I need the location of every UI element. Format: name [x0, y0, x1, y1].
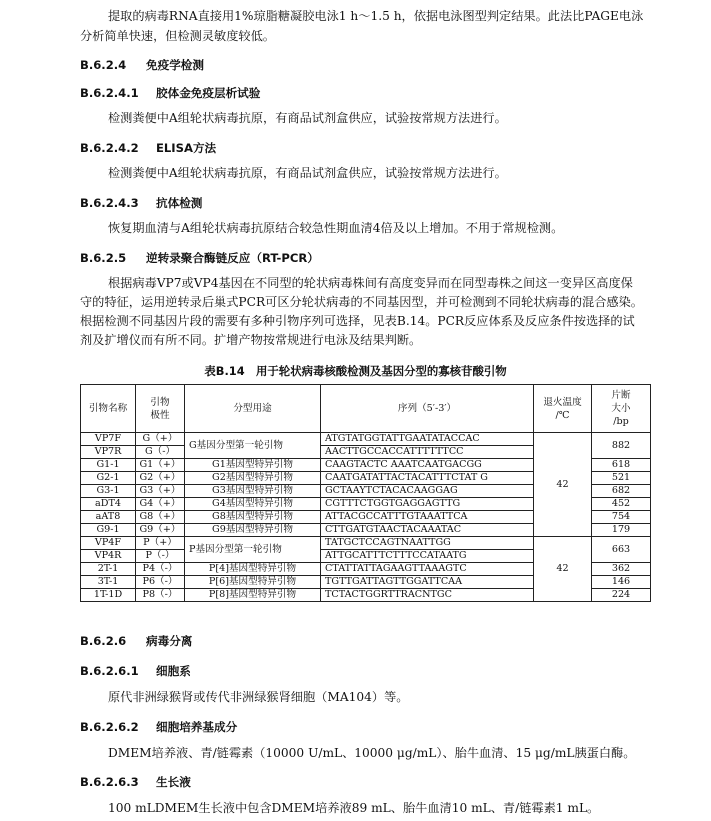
intro-line-1: 提取的病毒RNA直接用1%琼脂糖凝胶电泳1 h～1.5 h，依据电泳图型判定结果。此法比PAGE电泳 — [108, 9, 644, 23]
heading-title: 细胞培养基成分 — [156, 720, 238, 734]
primer-name-cell: VP7R — [81, 446, 136, 459]
header-sequence: 序列（5′-3′） — [321, 385, 534, 433]
paragraph-b6263: 100 mLDMEM生长液中包含DMEM培养液89 mL、胎牛血清10 mL、青/链霉素1 mL。 — [108, 801, 600, 815]
heading-title: 病毒分离 — [146, 634, 193, 648]
table-caption: 表B.14 用于轮状病毒核酸检测及基因分型的寡核苷酸引物 — [204, 364, 507, 378]
heading-number: B.6.2.4.1 — [80, 86, 139, 100]
sequence-cell: AACTTGCCACCATTTTTTCC — [321, 446, 534, 459]
annealing-temp-cell: 42 — [534, 433, 592, 537]
polarity-cell: G9（+） — [136, 524, 185, 537]
sequence-cell: CAATGATATTACTACATTTCTAT G — [321, 472, 534, 485]
polarity-cell: P（-） — [136, 550, 185, 563]
polarity-cell: P（+） — [136, 537, 185, 550]
typing-use-cell: G2基因型特异引物 — [185, 472, 321, 485]
heading-title: 生长液 — [156, 775, 191, 789]
table-row — [81, 537, 651, 550]
table-row — [81, 433, 651, 446]
heading-b624 — [80, 57, 204, 73]
fragment-size-cell: 362 — [592, 563, 651, 576]
heading-title: 细胞系 — [156, 664, 191, 678]
sequence-cell: TGTTGATTAGTTGGATTCAA — [321, 576, 534, 589]
heading-title: 逆转录聚合酶链反应（RT-PCR） — [146, 251, 319, 265]
heading-b626 — [80, 633, 192, 649]
primer-name-cell: G2-1 — [81, 472, 136, 485]
annealing-temp-cell: 42 — [534, 537, 592, 602]
heading-b6242 — [80, 140, 216, 156]
polarity-cell: G8（+） — [136, 511, 185, 524]
primer-name-cell: 3T-1 — [81, 576, 136, 589]
polarity-cell: P4（-） — [136, 563, 185, 576]
paragraph-b625-line: 根据病毒VP7或VP4基因在不同型的轮状病毒株间有高度变异而在同型毒株之间这一变异区高度保 — [108, 276, 633, 290]
fragment-size-cell: 754 — [592, 511, 651, 524]
heading-b625 — [80, 250, 319, 266]
heading-number: B.6.2.5 — [80, 251, 127, 265]
polarity-cell: G1（+） — [136, 459, 185, 472]
polarity-cell: G（-） — [136, 446, 185, 459]
header-annealing-temp: 退火温度 /℃ — [534, 385, 592, 433]
sequence-cell: CGTTTCTGGTGAGGAGTTG — [321, 498, 534, 511]
sequence-cell: ATTGCATTTCTTTCCATAATG — [321, 550, 534, 563]
primer-name-cell: VP7F — [81, 433, 136, 446]
polarity-cell: P8（-） — [136, 589, 185, 602]
heading-title: 免疫学检测 — [146, 58, 204, 72]
typing-use-cell: G基因分型第一轮引物 — [185, 433, 321, 459]
heading-number: B.6.2.4 — [80, 58, 127, 72]
typing-use-cell: G8基因型特异引物 — [185, 511, 321, 524]
primer-name-cell: VP4R — [81, 550, 136, 563]
typing-use-cell: G3基因型特异引物 — [185, 485, 321, 498]
polarity-cell: G（+） — [136, 433, 185, 446]
heading-number: B.6.2.6.1 — [80, 664, 139, 678]
primer-name-cell: VP4F — [81, 537, 136, 550]
table-header-row — [81, 385, 651, 433]
paragraph-b6243: 恢复期血清与A组轮状病毒抗原结合较急性期血清4倍及以上增加。不用于常规检测。 — [108, 221, 564, 235]
sequence-cell: CTTGATGTAACTACAAATAC — [321, 524, 534, 537]
heading-title: 抗体检测 — [156, 196, 203, 210]
heading-b6263 — [80, 774, 191, 790]
typing-use-cell: P[8]基因型特异引物 — [185, 589, 321, 602]
sequence-cell: CAAGTACTC AAATCAATGACGG — [321, 459, 534, 472]
sequence-cell: ATTACGCCATTTGTAAATTCA — [321, 511, 534, 524]
fragment-size-cell: 663 — [592, 537, 651, 563]
sequence-cell: TATGCTCCAGTNAATTGG — [321, 537, 534, 550]
header-fragment-size: 片断 大小 /bp — [592, 385, 651, 433]
fragment-size-cell: 882 — [592, 433, 651, 459]
polarity-cell: G3（+） — [136, 485, 185, 498]
fragment-size-cell: 179 — [592, 524, 651, 537]
heading-number: B.6.2.6.2 — [80, 720, 139, 734]
fragment-size-cell: 682 — [592, 485, 651, 498]
fragment-size-cell: 521 — [592, 472, 651, 485]
header-typing-use: 分型用途 — [185, 385, 321, 433]
heading-b6243 — [80, 195, 202, 211]
paragraph-b6241: 检测粪便中A组轮状病毒抗原，有商品试剂盒供应，试验按常规方法进行。 — [108, 111, 507, 125]
primer-name-cell: aAT8 — [81, 511, 136, 524]
sequence-cell: CTATTATTAGAAGTTAAAGTC — [321, 563, 534, 576]
heading-number: B.6.2.6 — [80, 634, 127, 648]
typing-use-cell: G4基因型特异引物 — [185, 498, 321, 511]
polarity-cell: P6（-） — [136, 576, 185, 589]
fragment-size-cell: 618 — [592, 459, 651, 472]
intro-line-2: 分析简单快速，但检测灵敏度较低。 — [80, 29, 275, 43]
paragraph-b6242: 检测粪便中A组轮状病毒抗原，有商品试剂盒供应，试验按常规方法进行。 — [108, 166, 507, 180]
header-primer-name: 引物名称 — [81, 385, 136, 433]
heading-number: B.6.2.6.3 — [80, 775, 139, 789]
paragraph-b625-line: 剂及扩增仪而有所不同。扩增产物按常规进行电泳及结果判断。 — [80, 333, 422, 347]
primer-name-cell: 2T-1 — [81, 563, 136, 576]
fragment-size-cell: 146 — [592, 576, 651, 589]
heading-title: ELISA方法 — [156, 141, 217, 155]
paragraph-b6261: 原代非洲绿猴肾或传代非洲绿猴肾细胞（MA104）等。 — [108, 690, 409, 704]
paragraph-b625-line: 守的特征，运用逆转录后巢式PCR可区分轮状病毒的不同基因型，并可检测到不同轮状病毒的混合感染。 — [80, 295, 643, 309]
sequence-cell: ATGTATGGTATTGAATATACCAC — [321, 433, 534, 446]
sequence-cell: GCTAAYTCTACACAAGGAG — [321, 485, 534, 498]
primer-name-cell: aDT4 — [81, 498, 136, 511]
primer-name-cell: 1T-1D — [81, 589, 136, 602]
header-polarity: 引物 极性 — [136, 385, 185, 433]
typing-use-cell: P[6]基因型特异引物 — [185, 576, 321, 589]
heading-title: 胶体金免疫层析试验 — [156, 86, 261, 100]
sequence-cell: TCTACTGGRTTRACNTGC — [321, 589, 534, 602]
primer-name-cell: G1-1 — [81, 459, 136, 472]
fragment-size-cell: 224 — [592, 589, 651, 602]
heading-b6241 — [80, 85, 260, 101]
primer-name-cell: G3-1 — [81, 485, 136, 498]
primer-name-cell: G9-1 — [81, 524, 136, 537]
typing-use-cell: G9基因型特异引物 — [185, 524, 321, 537]
fragment-size-cell: 452 — [592, 498, 651, 511]
primer-table — [80, 384, 651, 602]
typing-use-cell: G1基因型特异引物 — [185, 459, 321, 472]
heading-b6262 — [80, 719, 237, 735]
heading-number: B.6.2.4.3 — [80, 196, 139, 210]
heading-b6261 — [80, 663, 191, 679]
paragraph-b625-line: 根据检测不同基因片段的需要有多种引物序列可选择，见表B.14。PCR反应体系及反应条件按选择的试 — [80, 314, 635, 328]
typing-use-cell: P基因分型第一轮引物 — [185, 537, 321, 563]
heading-number: B.6.2.4.2 — [80, 141, 139, 155]
polarity-cell: G2（+） — [136, 472, 185, 485]
typing-use-cell: P[4]基因型特异引物 — [185, 563, 321, 576]
polarity-cell: G4（+） — [136, 498, 185, 511]
paragraph-b6262: DMEM培养液、青/链霉素（10000 U/mL、10000 μg/mL）、胎牛血清、15 μg/mL胰蛋白酶。 — [108, 746, 636, 760]
